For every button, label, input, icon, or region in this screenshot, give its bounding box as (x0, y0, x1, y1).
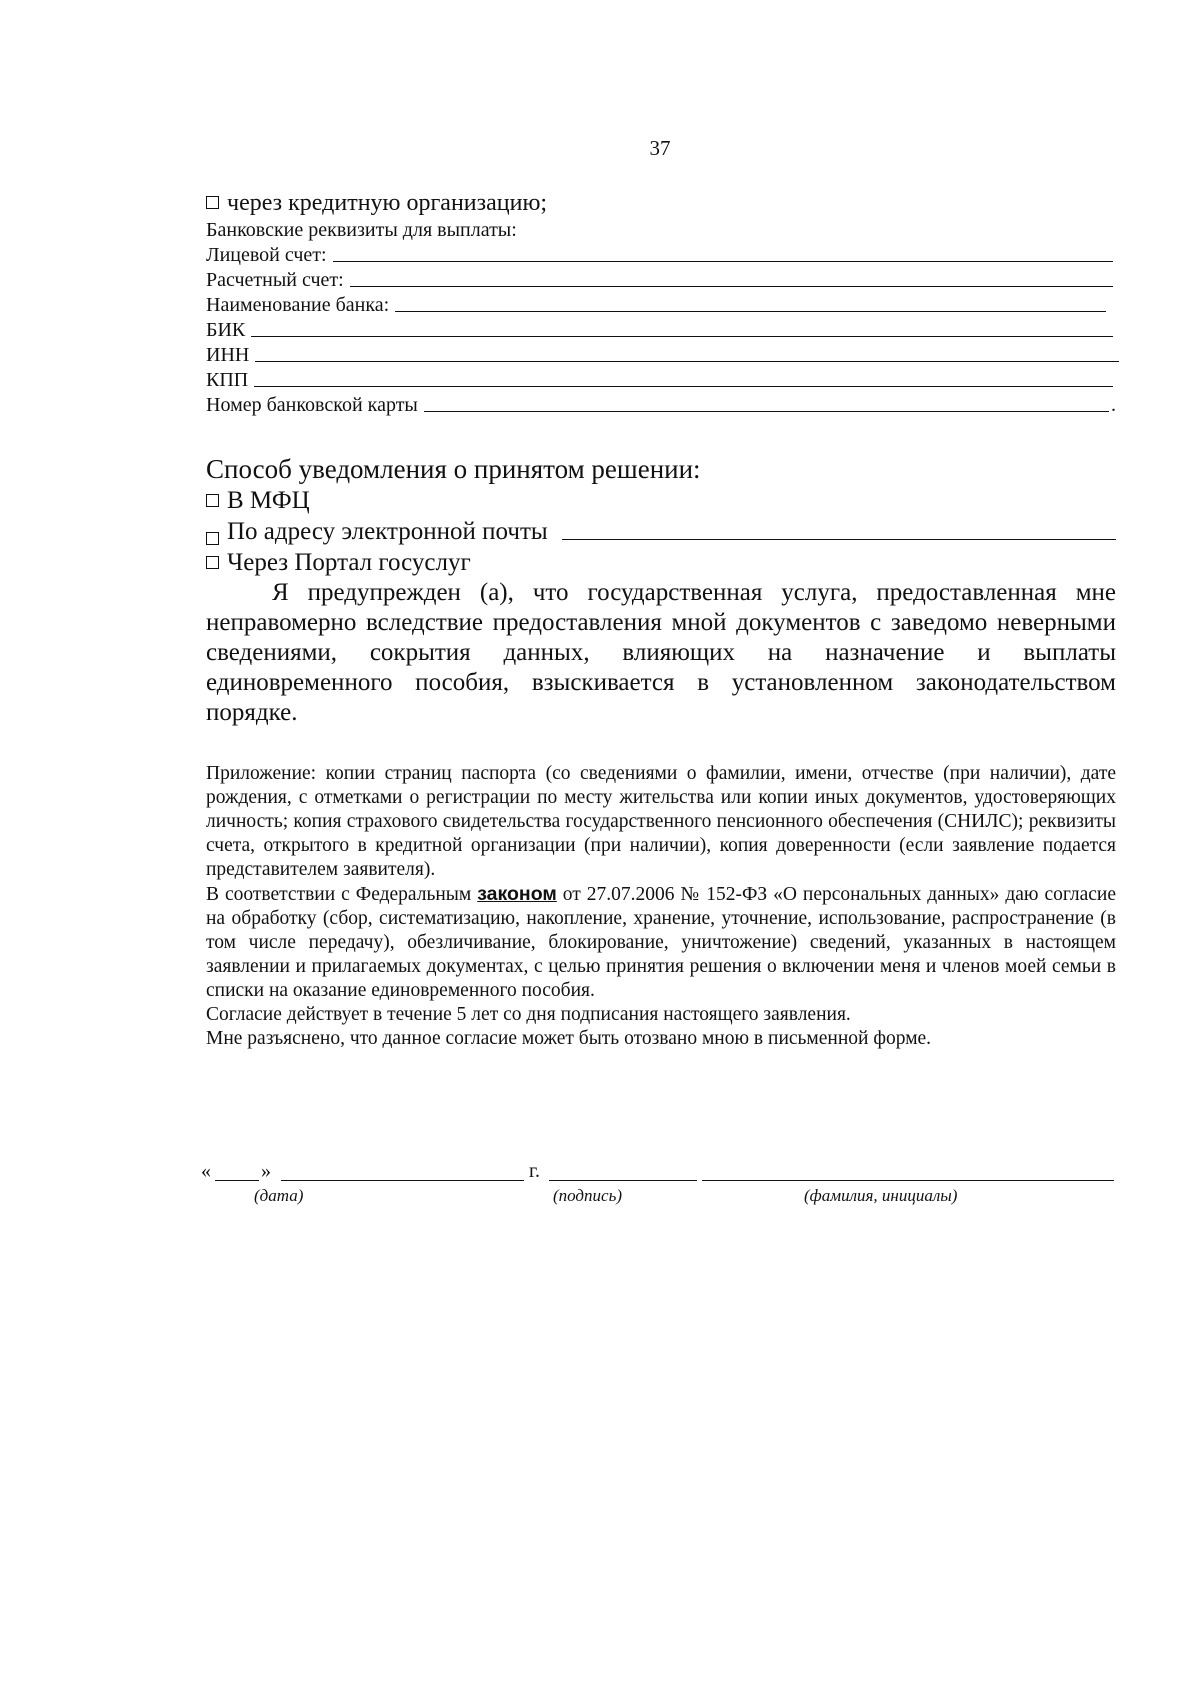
quote-open: « (201, 1160, 211, 1182)
bank-details-heading: Банковские реквизиты для выплаты: (206, 219, 517, 241)
option-portal[interactable] (206, 547, 1116, 578)
option-email[interactable] (206, 516, 1116, 547)
field-inn (206, 343, 1119, 368)
notification-section (206, 454, 1116, 578)
caption-name: (фамилия, инициалы) (804, 1186, 958, 1205)
field-card-number-label: Номер банковской карты (206, 394, 418, 416)
field-bank-name-label: Наименование банка: (206, 294, 390, 316)
field-settlement-account (206, 268, 1113, 293)
checkbox-mfc[interactable] (206, 494, 219, 507)
field-settlement-account-input[interactable] (350, 285, 1113, 287)
field-kpp-input[interactable] (254, 385, 1113, 387)
quote-close: » (261, 1160, 271, 1182)
notification-title: Способ уведомления о принятом решении: (206, 454, 701, 484)
caption-date: (дата) (254, 1186, 304, 1205)
year-suffix: г. (529, 1160, 540, 1182)
caption-signature: (подпись) (553, 1186, 622, 1205)
payment-section (206, 188, 1116, 418)
field-kpp (206, 368, 1113, 393)
full-name-input[interactable] (702, 1180, 1114, 1181)
option-portal-label: Через Портал госуслуг (227, 549, 471, 576)
warning-text: Я предупрежден (а), что государственная услуга, предоставленная мне неправомерно вследствие предоставления мной документов с заведомо неверными сведениями, сокрытия данных, влияющих на назначение и выплаты единовременного пособия, взыскивается в установленном законодательством порядке. (206, 579, 1116, 726)
revocation-text: Мне разъяснено, что данное согласие может быть отозвано мною в письменной форме. (206, 1028, 932, 1049)
date-month-input[interactable] (281, 1180, 524, 1181)
consent-suffix: от 27.07.2006 № 152-ФЗ «О персональных данных» даю согласие на обработку (сбор, систематизацию, накопление, хранение, уточнение, использование, распространение (в том числе передачу), обезличивание, блокирование, уничтожение) сведений, указанных в настоящем заявлении и прилагаемых документах, с целью принятия решения о включении меня и членов моей семьи в списки на оказание единовременного пособия. (206, 884, 1117, 1001)
field-personal-account-label: Лицевой счет: (206, 244, 327, 266)
field-settlement-account-label: Расчетный счет: (206, 269, 344, 291)
consent-prefix: В соответствии с Федеральным (206, 884, 472, 905)
validity-text: Согласие действует в течение 5 лет со дня подписания настоящего заявления. (206, 1004, 851, 1025)
email-address-input[interactable] (562, 538, 1116, 540)
option-mfc[interactable] (206, 485, 1116, 516)
consent-text (206, 882, 1116, 1003)
field-bik-input[interactable] (251, 335, 1113, 337)
option-mfc-label: В МФЦ (227, 487, 310, 514)
signature-input[interactable] (549, 1180, 697, 1181)
field-personal-account (206, 243, 1113, 268)
field-bik-label: БИК (206, 319, 246, 341)
field-bank-name (206, 293, 1106, 318)
field-card-number (206, 393, 1116, 418)
option-credit-organization[interactable] (206, 188, 1116, 218)
field-inn-input[interactable] (255, 360, 1119, 362)
checkbox-credit-organization[interactable] (206, 196, 219, 209)
field-card-number-end: . (1111, 394, 1116, 416)
page-number: 37 (649, 136, 671, 160)
checkbox-portal[interactable] (206, 556, 219, 569)
field-inn-label: ИНН (206, 344, 250, 366)
field-bank-name-input[interactable] (395, 310, 1106, 312)
warning-paragraph (206, 578, 1116, 728)
attachment-text: Приложение: копии страниц паспорта (со сведениями о фамилии, имени, отчестве (при наличии), дате рождения, с отметками о регистрации по месту жительства или копии иных документов, удостоверяющих личность; копия страхового свидетельства государственного пенсионного обеспечения (СНИЛС); реквизиты счета, открытого в кредитной организации (при наличии), копия доверенности (если заявление подается представителем заявителя). (206, 763, 1116, 880)
checkbox-email[interactable] (206, 532, 219, 545)
option-credit-organization-label: через кредитную организацию; (227, 190, 548, 216)
appendix-section (206, 762, 1116, 1051)
field-card-number-input[interactable] (424, 410, 1109, 412)
law-link[interactable]: законом (477, 883, 557, 905)
field-kpp-label: КПП (206, 369, 249, 391)
date-day-input[interactable] (215, 1180, 259, 1181)
field-bik (206, 318, 1113, 343)
field-personal-account-input[interactable] (333, 260, 1113, 262)
signature-row (201, 1155, 1116, 1183)
option-email-label: По адресу электронной почты (227, 518, 548, 545)
